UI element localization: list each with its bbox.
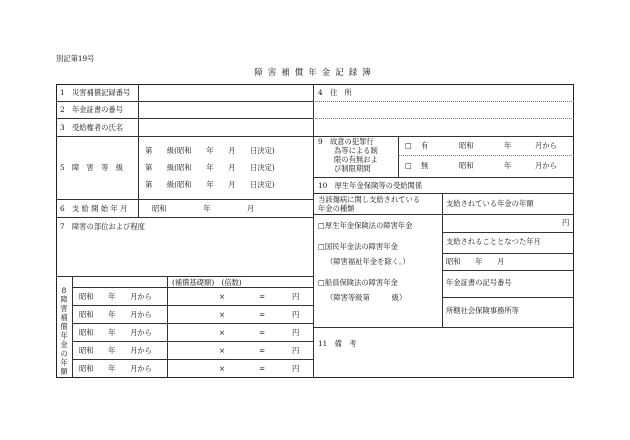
row-line	[442, 253, 574, 254]
r8-times: ×	[219, 346, 226, 355]
r8-equals: =	[259, 346, 266, 355]
label-record-number: 1 災害補償記録番号	[60, 88, 131, 97]
label-disability-grade: 5 障 害 等 級	[60, 163, 124, 172]
r9-year: 年	[504, 141, 512, 150]
row-line	[442, 297, 574, 298]
label-cert-number: 年金証書の記号番号	[446, 278, 512, 287]
grade-line: 第 級(昭和 年 月 日決定)	[145, 163, 275, 172]
label-payment-start: 6 支 給 開 始 年 月	[60, 204, 128, 213]
r8-equals: =	[259, 310, 266, 319]
r8-yen: 円	[292, 364, 300, 373]
r8-date: 昭和 年 月から	[79, 328, 152, 337]
r8-date: 昭和 年 月から	[79, 292, 152, 301]
grade-line: 第 級(昭和 年 月 日決定)	[145, 146, 275, 155]
r8-times: ×	[219, 364, 226, 373]
grade-line: 第 級(昭和 年 月 日決定)	[145, 180, 275, 189]
center-divider	[313, 84, 314, 378]
yen-mark: 円	[562, 218, 570, 227]
r8-date: 昭和 年 月から	[79, 346, 152, 355]
row-line	[313, 327, 574, 328]
r9-month: 月から	[535, 141, 557, 150]
label-pension-relation: 10 厚生年金保険等の受給関係	[318, 181, 423, 190]
became-payable-value: 昭和 年 月	[446, 257, 505, 266]
dotted-line	[398, 155, 574, 156]
row-line	[313, 177, 574, 178]
r9-no-label: 無	[421, 161, 429, 170]
row-line	[313, 193, 574, 194]
label-disability-extent: 7 障害の部位および程度	[60, 222, 145, 231]
r8-times: ×	[219, 328, 226, 337]
r8-equals: =	[259, 328, 266, 337]
r9-yes-label: 有	[421, 141, 429, 150]
r8-date: 昭和 年 月から	[79, 310, 152, 319]
row-line	[56, 217, 313, 218]
r8-date: 昭和 年 月から	[79, 364, 152, 373]
r8-header: (補償基礎額) (倍数)	[172, 278, 242, 287]
r9-era: 昭和	[459, 141, 474, 150]
r8-line	[72, 359, 313, 360]
row-line	[313, 214, 574, 215]
r8-equals: =	[259, 364, 266, 373]
row-line	[56, 101, 313, 102]
row-line	[56, 118, 313, 119]
r8-yen: 円	[292, 328, 300, 337]
row-line	[56, 276, 313, 277]
r8-divider	[167, 276, 168, 378]
r8-line	[72, 323, 313, 324]
r9-label-line: 9 故意の犯罪行	[318, 137, 374, 146]
form-number: 別記第19号	[56, 54, 95, 63]
label-recipient-name: 3 受給権者の氏名	[60, 123, 124, 132]
r8-line	[72, 341, 313, 342]
r8-yen: 円	[292, 292, 300, 301]
dotted-line	[313, 118, 574, 119]
r9-year: 年	[504, 161, 512, 170]
row-line	[442, 232, 574, 233]
r9-label-line: 限の有無およ	[334, 155, 378, 164]
r8-yen: 円	[292, 310, 300, 319]
label-became-payable: 支給されることとなつた年月	[446, 237, 541, 246]
r9-label-line: び制限期間	[334, 164, 371, 173]
pension-type-note: （障害福祉年金を除く。）	[326, 257, 410, 266]
pension-type-note: （障害等級第 級）	[326, 293, 407, 302]
label-annual-amount: 8障害補償年金の年額	[60, 286, 68, 376]
page-title: 障害補償年金記録簿	[254, 68, 376, 78]
r8-times: ×	[219, 310, 226, 319]
r8-yen: 円	[292, 346, 300, 355]
r10-col-left: 年金の種類	[318, 204, 355, 213]
r9-divider	[398, 136, 399, 177]
row-line	[56, 136, 313, 137]
row-line	[442, 270, 574, 271]
r8-equals: =	[259, 292, 266, 301]
pension-type: □国民年金法の障害年金	[318, 242, 398, 251]
r9-month: 月から	[535, 161, 557, 170]
r8-divider	[72, 276, 73, 378]
r10-col-left: 当該傷病に関し支給されている	[318, 195, 421, 204]
dotted-line	[313, 101, 574, 102]
label-certificate-number: 2 年金証書の番号	[60, 105, 124, 114]
row-line	[56, 199, 313, 200]
label-remarks: 11 備 考	[318, 339, 357, 348]
r9-checkbox-yes[interactable]: □	[405, 141, 412, 150]
r10-col-right: 支給されている年金の年額	[446, 199, 534, 208]
r8-line	[72, 305, 313, 306]
label-address: 4 住 所	[318, 88, 352, 97]
label-office: 所轄社会保険事務所等	[446, 306, 519, 315]
pension-type: □厚生年金保険法の障害年金	[318, 221, 413, 230]
r9-label-line: 為等による制	[334, 146, 378, 155]
payment-start-value: 昭和 年 月	[152, 204, 255, 213]
r8-line	[72, 287, 313, 288]
r9-era: 昭和	[459, 161, 474, 170]
r8-times: ×	[219, 292, 226, 301]
pension-type: □船員保険法の障害年金	[318, 278, 398, 287]
r9-checkbox-no[interactable]: □	[405, 161, 412, 170]
left-label-divider	[138, 84, 139, 217]
